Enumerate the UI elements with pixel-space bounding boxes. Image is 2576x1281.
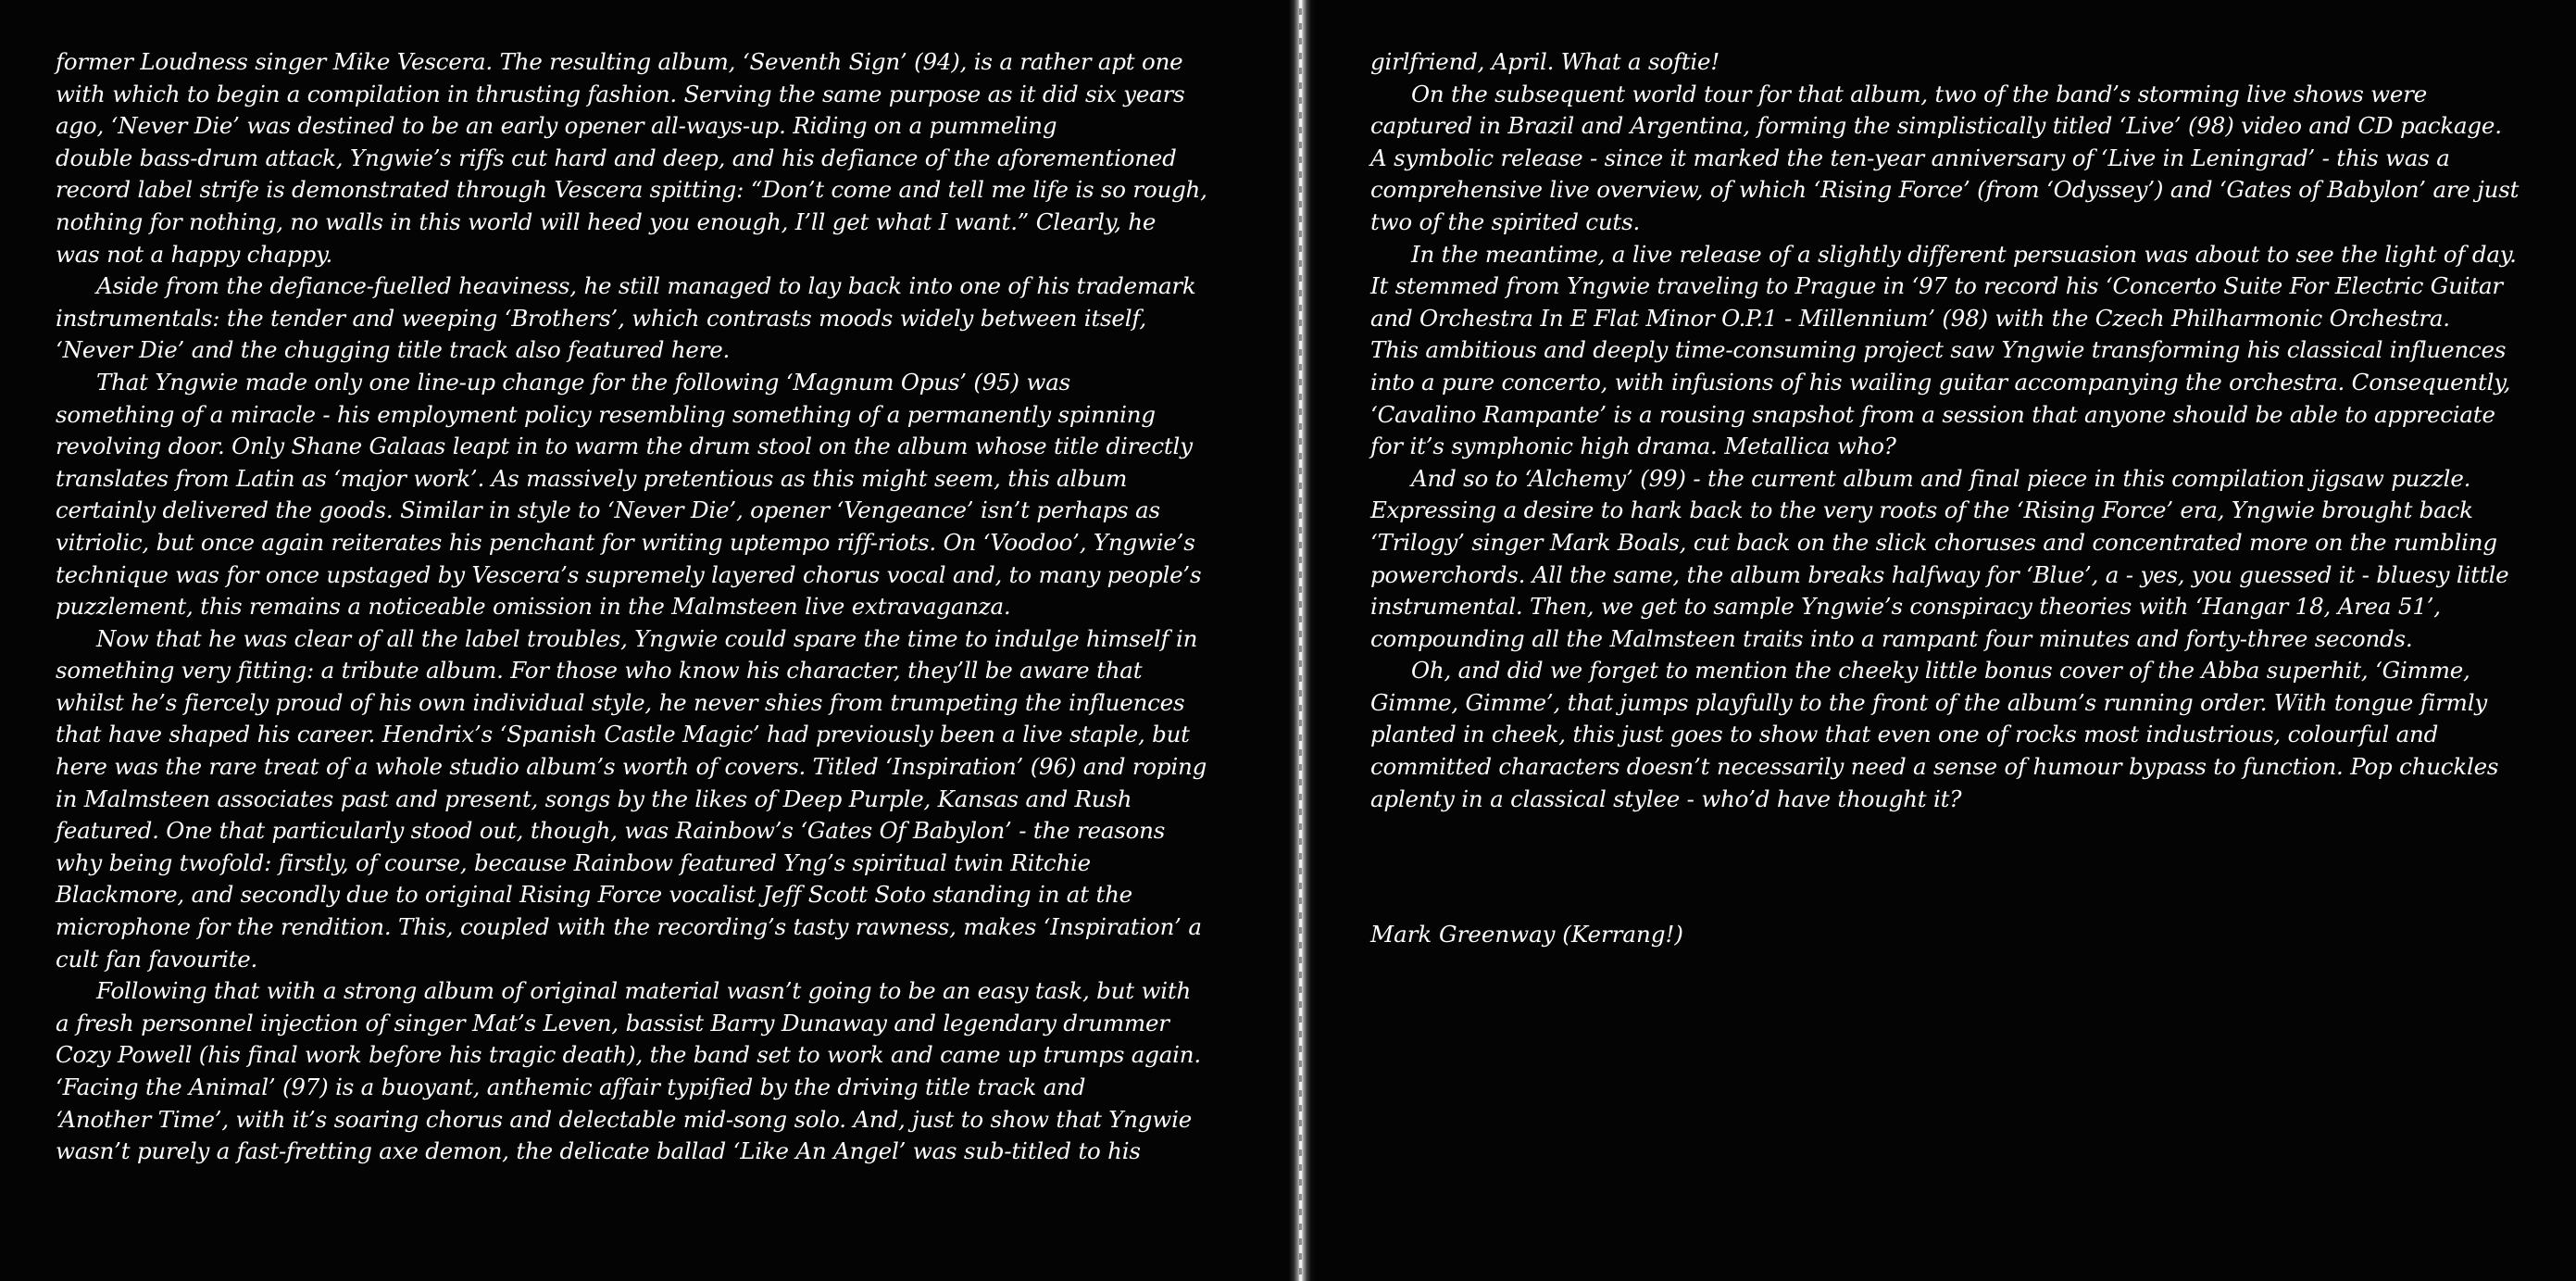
text-line: instrumental. Then, we get to sample Yngwie’s conspiracy theories with ‘Hangar 18, Area 51’, bbox=[1370, 593, 2441, 621]
text-line: in Malmsteen associates past and present, songs by the likes of Deep Purple, Kansas and Rush bbox=[56, 785, 1132, 812]
text-line: why being twofold: firstly, of course, because Rainbow featured Yng’s spiritual twin Ritchie bbox=[56, 848, 1091, 876]
text-line: aplenty in a classical stylee - who’d have thought it? bbox=[1370, 785, 1962, 812]
text-line: that have shaped his career. Hendrix’s ‘Spanish Castle Magic’ had previously been a live staple, but bbox=[56, 721, 1190, 748]
text-line: a fresh personnel injection of singer Mat’s Leven, bassist Barry Dunaway and legendary drummer bbox=[56, 1009, 1169, 1036]
text-line: former Loudness singer Mike Vescera. The resulting album, ‘Seventh Sign’ (94), is a rather apt one bbox=[56, 48, 1183, 75]
text-line: It stemmed from Yngwie traveling to Prague in ‘97 to record his ‘Concerto Suite For Electric Guitar bbox=[1370, 272, 2503, 300]
text-line: wasn’t purely a fast-fretting axe demon, the delicate ballad ‘Like An Angel’ was sub-titled to his bbox=[56, 1137, 1141, 1165]
text-line: Blackmore, and secondly due to original Rising Force vocalist Jeff Scott Soto standing in at the bbox=[56, 881, 1132, 909]
paragraph-start-line: On the subsequent world tour for that album, two of the band’s storming live shows were bbox=[1411, 80, 2428, 107]
right-text-column bbox=[1370, 46, 2542, 815]
paragraph-start-line: Aside from the defiance-fuelled heaviness, he still managed to lay back into one of his trademark bbox=[96, 272, 1196, 300]
text-line: something of a miracle - his employment policy resembling something of a permanently spinning bbox=[56, 400, 1156, 428]
paragraph-start-line: Oh, and did we forget to mention the cheeky little bonus cover of the Abba superhit, ‘Gimme, bbox=[1411, 657, 2470, 684]
text-line: here was the rare treat of a whole studio album’s worth of covers. Titled ‘Inspiration’ (96) and roping bbox=[56, 753, 1207, 781]
paragraph-start-line: Following that with a strong album of original material wasn’t going to be an easy task, but with bbox=[96, 977, 1192, 1005]
text-line: compounding all the Malmsteen traits into a rampant four minutes and forty-three seconds. bbox=[1370, 624, 2413, 652]
text-line: Gimme, Gimme’, that jumps playfully to the front of the album’s running order. With tongue firmly bbox=[1370, 688, 2487, 716]
text-line: A symbolic release - since it marked the ten-year anniversary of ‘Live in Leningrad’ - this was a bbox=[1370, 144, 2450, 171]
paragraph-start-line: Now that he was clear of all the label troubles, Yngwie could spare the time to indulge himself in bbox=[96, 624, 1198, 652]
text-line: was not a happy chappy. bbox=[56, 240, 333, 268]
text-line: translates from Latin as ‘major work’. As massively pretentious as this might seem, this album bbox=[56, 464, 1128, 492]
text-line: double bass-drum attack, Yngwie’s riffs cut hard and deep, and his defiance of the aforementioned bbox=[56, 144, 1177, 171]
text-line: vitriolic, but once again reiterates his penchant for writing uptempo riff-riots. On ‘Voodoo’, Yngwie’s bbox=[56, 528, 1195, 556]
text-line: certainly delivered the goods. Similar in style to ‘Never Die’, opener ‘Vengeance’ isn’t perhaps as bbox=[56, 496, 1160, 524]
text-line: microphone for the rendition. This, coupled with the recording’s tasty rawness, makes ‘Inspiration’ a bbox=[56, 913, 1202, 941]
text-line: Expressing a desire to hark back to the very roots of the ‘Rising Force’ era, Yngwie brought back bbox=[1370, 496, 2473, 524]
text-line: powerchords. All the same, the album breaks halfway for ‘Blue’, a - yes, you guessed it - bluesy little bbox=[1370, 560, 2509, 588]
text-line: Cozy Powell (his final work before his tragic death), the band set to work and came up trumps again. bbox=[56, 1041, 1201, 1069]
text-line: featured. One that particularly stood out, though, was Rainbow’s ‘Gates Of Babylon’ - the reasons bbox=[56, 817, 1166, 845]
text-line: something very fitting: a tribute album. For those who know his character, they’ll be aware that bbox=[56, 657, 1143, 684]
text-line: planted in cheek, this just goes to show that even one of rocks most industrious, colourful and bbox=[1370, 721, 2439, 748]
text-line: ‘Never Die’ and the chugging title track also featured here. bbox=[56, 336, 731, 364]
text-line: two of the spirited cuts. bbox=[1370, 207, 1641, 235]
text-line: into a pure concerto, with infusions of his wailing guitar accompanying the orchestra. Consequently, bbox=[1370, 368, 2511, 396]
text-line: ‘Cavalino Rampante’ is a rousing snapshot from a session that anyone should be able to appreciate bbox=[1370, 400, 2495, 428]
text-line: technique was for once upstaged by Vescera’s supremely layered chorus vocal and, to many people’s bbox=[56, 560, 1202, 588]
text-line: nothing for nothing, no walls in this world will heed you enough, I’ll get what I want.” Clearly, he bbox=[56, 207, 1157, 235]
text-line: and Orchestra In E Flat Minor O.P.1 - Millennium’ (98) with the Czech Philharmonic Orchestra. bbox=[1370, 304, 2450, 332]
booklet-spine-fold bbox=[1289, 0, 1315, 1281]
text-line: ‘Facing the Animal’ (97) is a buoyant, anthemic affair typified by the driving title track and bbox=[56, 1074, 1086, 1100]
text-line: ‘Another Time’, with it’s soaring chorus and delectable mid-song solo. And, just to show that Yngwie bbox=[56, 1105, 1192, 1133]
text-line: comprehensive live overview, of which ‘Rising Force’ (from ‘Odyssey’) and ‘Gates of Babylon’ are just bbox=[1370, 176, 2520, 204]
text-line: whilst he’s fiercely proud of his own individual style, he never shies from trumpeting the influences bbox=[56, 688, 1185, 716]
text-line: girlfriend, April. What a softie! bbox=[1370, 48, 1719, 75]
paragraph-start-line: That Yngwie made only one line-up change for the following ‘Magnum Opus’ (95) was bbox=[96, 368, 1071, 396]
text-line: instrumentals: the tender and weeping ‘Brothers’, which contrasts moods widely between itself, bbox=[56, 304, 1146, 332]
text-line: for it’s symphonic high drama. Metallica who? bbox=[1370, 433, 1896, 460]
text-line: puzzlement, this remains a noticeable omission in the Malmsteen live extravaganza. bbox=[56, 593, 1011, 621]
left-text-column bbox=[56, 46, 1250, 1168]
right-booklet-page bbox=[1315, 0, 2576, 1281]
text-line: committed characters doesn’t necessarily need a sense of humour bypass to function. Pop chuckles bbox=[1370, 753, 2499, 781]
author-signature: Mark Greenway (Kerrang!) bbox=[1370, 921, 1683, 948]
text-line: This ambitious and deeply time-consuming project saw Yngwie transforming his classical influences bbox=[1370, 336, 2507, 364]
text-line: record label strife is demonstrated through Vescera spitting: “Don’t come and tell me life is so rough, bbox=[56, 176, 1207, 204]
text-line: ‘Trilogy’ singer Mark Boals, cut back on the slick choruses and concentrated more on the rumbling bbox=[1370, 528, 2497, 556]
text-line: with which to begin a compilation in thrusting fashion. Serving the same purpose as it did six years bbox=[56, 80, 1185, 107]
text-line: cult fan favourite. bbox=[56, 945, 258, 973]
text-line: revolving door. Only Shane Galaas leapt in to warm the drum stool on the album whose title directly bbox=[56, 433, 1193, 460]
text-line: ago, ‘Never Die’ was destined to be an early opener all-ways-up. Riding on a pummeling bbox=[56, 112, 1057, 140]
paragraph-start-line: In the meantime, a live release of a slightly different persuasion was about to see the light of day. bbox=[1411, 240, 2517, 268]
paragraph-start-line: And so to ‘Alchemy’ (99) - the current album and final piece in this compilation jigsaw puzzle. bbox=[1411, 464, 2471, 492]
text-line: captured in Brazil and Argentina, forming the simplistically titled ‘Live’ (98) video and CD package. bbox=[1370, 112, 2502, 140]
